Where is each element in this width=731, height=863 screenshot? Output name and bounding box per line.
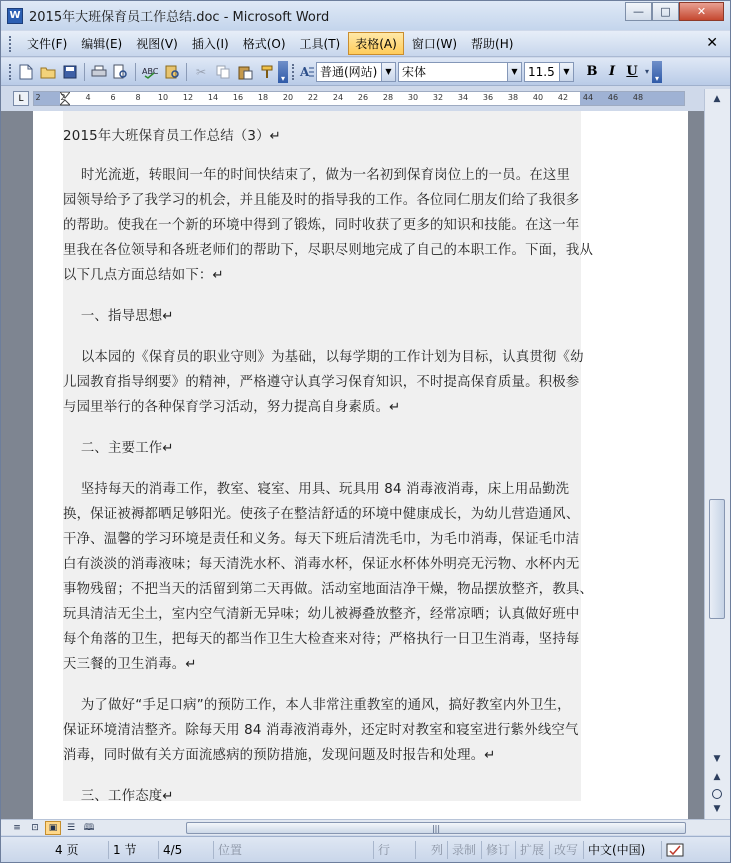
close-button[interactable]: ✕: [679, 2, 724, 21]
italic-button[interactable]: I: [608, 64, 616, 79]
toolbar-options-chevron[interactable]: ▾: [652, 61, 662, 83]
status-position: 位置: [214, 841, 374, 859]
paste-icon[interactable]: [234, 61, 256, 83]
ruler-row: [1, 89, 730, 109]
menu-insert[interactable]: 插入(I): [191, 37, 229, 51]
ruler-tick-label: 46: [607, 93, 619, 102]
font-value: 宋体: [402, 65, 427, 79]
ruler-tick-label: 10: [157, 93, 169, 102]
ruler-tick-label: 34: [457, 93, 469, 102]
status-section: 1 节: [109, 841, 159, 859]
font-size-dropdown[interactable]: [524, 62, 574, 82]
ruler-tick-label: 18: [257, 93, 269, 102]
menu-edit[interactable]: 编辑(E): [81, 37, 123, 51]
document-line: 以本园的《保育员的职业守则》为基础，以每学期的工作计划为目标，认真贯彻《幼: [63, 350, 584, 365]
ruler-tick-label: 16: [232, 93, 244, 102]
document-line: 儿园教育指导纲要》的精神，严格遵守认真学习保育知识，不时提高保育质量。积极参: [63, 375, 580, 390]
open-icon[interactable]: [37, 61, 59, 83]
toolbar: [1, 58, 730, 86]
menu-window[interactable]: 窗口(W): [411, 37, 458, 51]
ruler-tick-label: 2: [60, 93, 66, 102]
horizontal-ruler[interactable]: [33, 91, 685, 106]
ruler-tick-label: 44: [582, 93, 594, 102]
toolbar-grip[interactable]: [292, 64, 296, 80]
select-browse-object-icon[interactable]: [712, 789, 722, 799]
style-value: 普通(网站): [320, 65, 378, 79]
copy-icon[interactable]: [212, 61, 234, 83]
status-column: 列: [416, 841, 448, 859]
document-line: 天三餐的卫生消毒。↵: [63, 657, 197, 672]
ruler-tick-label: 14: [207, 93, 219, 102]
save-icon[interactable]: [59, 61, 81, 83]
underline-button[interactable]: U: [626, 64, 638, 79]
document-line: 保证环境清洁整齐。除每天用 84 消毒液消毒外，还定时对教室和寝室进行紫外线空气: [63, 723, 579, 738]
document-line: 以下几点方面总结如下：↵: [63, 268, 224, 283]
document-line: 的帮助。使我在一个新的环境中得到了锻炼，同时收获了更多的知识和技能。在这一年: [63, 218, 580, 233]
underline-options-icon[interactable]: ▾: [644, 67, 649, 76]
document-line: 园领导给予了我学习的机会，并且能及时的指导我的工作。各位同仁朋友们给了我很多: [63, 193, 580, 208]
font-size-value: 11.5: [528, 64, 555, 79]
status-page: 4 页: [1, 841, 109, 859]
document-line: 玩具清洁无尘土，室内空气清新无异味；幼儿被褥叠放整齐，经常凉晒；认真做好班中: [63, 607, 580, 622]
document-line: 时光流逝，转眼间一年的时间快结束了，做为一名初到保育岗位上的一员。在这里: [63, 168, 571, 183]
chevron-down-icon[interactable]: ▼: [507, 63, 521, 81]
spelling-status-icon[interactable]: [662, 841, 688, 859]
scroll-up-arrow[interactable]: ▲: [713, 94, 721, 104]
web-layout-view-icon[interactable]: ⊡: [31, 823, 39, 833]
document-area[interactable]: [1, 111, 704, 819]
maximize-button[interactable]: □: [652, 2, 679, 21]
ruler-tick-label: 42: [557, 93, 569, 102]
menu-tools[interactable]: 工具(T): [299, 37, 341, 51]
toolbar-separator: [186, 63, 187, 81]
horizontal-scroll-thumb[interactable]: |||: [186, 822, 686, 834]
ruler-tick-label: 24: [332, 93, 344, 102]
status-bar: [1, 836, 730, 862]
menu-file[interactable]: 文件(F): [27, 37, 68, 51]
window-title: 2015年大班保育员工作总结.doc - Microsoft Word: [29, 10, 330, 25]
ruler-tick-label: 28: [382, 93, 394, 102]
document-line: 为了做好“手足口病”的预防工作，本人非常注重教室的通风，搞好教室内外卫生，: [63, 698, 571, 713]
document-line: 白有淡淡的消毒液味；每天清洗水杯、消毒水杯，保证水杯体外明亮无污物、水杯内无: [63, 557, 580, 572]
outline-view-icon[interactable]: ☰: [66, 823, 76, 833]
status-page-of: 4/5: [159, 841, 214, 859]
toolbar-grip[interactable]: [9, 64, 13, 80]
menubar-grip[interactable]: [9, 36, 13, 52]
ruler-tick-label: 32: [432, 93, 444, 102]
print-preview-icon[interactable]: [110, 61, 132, 83]
menu-view[interactable]: 视图(V): [136, 37, 178, 51]
vertical-scrollbar[interactable]: [704, 89, 730, 819]
format-painter-icon[interactable]: [256, 61, 278, 83]
style-dropdown[interactable]: [316, 62, 396, 82]
ruler-tick-label: 26: [357, 93, 369, 102]
reading-layout-view-icon[interactable]: 🕮: [83, 823, 95, 833]
document-line: 三、工作态度↵: [63, 789, 174, 804]
ruler-tick-label: 22: [307, 93, 319, 102]
status-overtype[interactable]: 改写: [550, 841, 584, 859]
scroll-down-arrow[interactable]: ▼: [713, 754, 721, 764]
ruler-tick-label: 4: [85, 93, 91, 102]
document-line: 与园里举行的各种保育学习活动，努力提高自身素质。↵: [63, 400, 401, 415]
ruler-tick-label: 6: [110, 93, 116, 102]
vertical-scroll-thumb[interactable]: [709, 499, 725, 619]
status-extend[interactable]: 扩展: [516, 841, 550, 859]
new-doc-icon[interactable]: [15, 61, 37, 83]
chevron-down-icon[interactable]: ▼: [559, 63, 573, 81]
document-line: 坚持每天的消毒工作，教室、寝室、用具、玩具用 84 消毒液消毒，床上用品勤洗: [63, 482, 570, 497]
view-and-hscroll-bar: [1, 819, 730, 835]
status-language[interactable]: 中文(中国): [584, 841, 662, 859]
menu-bar: [1, 31, 730, 57]
ruler-tick-label: 40: [532, 93, 544, 102]
horizontal-scrollbar[interactable]: [104, 822, 704, 834]
menu-format[interactable]: 格式(O): [242, 37, 286, 51]
document-line: 干净、温馨的学习环境是责任和义务。每天下班后清洗毛巾，为毛巾消毒，保证毛巾洁: [63, 532, 580, 547]
print-layout-view-icon[interactable]: ▣: [45, 821, 61, 835]
tab-selector[interactable]: L: [13, 91, 29, 106]
ruler-tick-label: 38: [507, 93, 519, 102]
status-track-changes[interactable]: 修订: [482, 841, 516, 859]
toolbar-separator: [84, 63, 85, 81]
menu-help[interactable]: 帮助(H): [471, 37, 514, 51]
document-line: 每个角落的卫生，把每天的都当作卫生大检查来对待；严格执行一日卫生消毒，坚持每: [63, 632, 580, 647]
next-page-icon[interactable]: ▼: [713, 804, 721, 814]
font-dropdown[interactable]: [398, 62, 522, 82]
ruler-tick-label: 20: [282, 93, 294, 102]
title-bar: [1, 1, 730, 30]
ruler-tick-label: 12: [182, 93, 194, 102]
status-record[interactable]: 录制: [448, 841, 482, 859]
document-line: 一、指导思想↵: [63, 309, 174, 324]
window-controls: [625, 2, 724, 21]
svg-text:ABC: ABC: [142, 66, 158, 76]
print-icon[interactable]: [88, 61, 110, 83]
toolbar-options-chevron[interactable]: ▾: [278, 61, 288, 83]
bold-button[interactable]: B: [586, 64, 598, 79]
document-line: 换，保证被褥都晒足够阳光。使孩子在整洁舒适的环境中健康成长，为幼儿营造通风、: [63, 507, 580, 522]
minimize-button[interactable]: —: [625, 2, 652, 21]
document-line: 2015年大班保育员工作总结（3）↵: [63, 129, 282, 144]
document-line: 里我在各位领导和各班老师们的帮助下，尽职尽则地完成了自己的本职工作。下面，我从: [63, 243, 594, 258]
cut-icon[interactable]: ✂: [195, 64, 207, 79]
word-app-icon[interactable]: W: [7, 8, 23, 24]
document-line: 事物残留；不把当天的活留到第二天再做。活动室地面洁净干燥，物品摆放整齐，教具、: [63, 582, 594, 597]
research-icon[interactable]: [161, 61, 183, 83]
ruler-tick-label: 48: [632, 93, 644, 102]
spelling-icon[interactable]: [139, 61, 161, 83]
status-line: 行: [374, 841, 416, 859]
document-line: 二、主要工作↵: [63, 441, 174, 456]
previous-page-icon[interactable]: ▲: [713, 772, 721, 782]
chevron-down-icon[interactable]: ▼: [381, 63, 395, 81]
close-document-button[interactable]: ✕: [706, 35, 718, 51]
document-line: 消毒，同时做有关方面流感病的预防措施，发现问题及时报告和处理。↵: [63, 748, 496, 763]
ruler-tick-label: 30: [407, 93, 419, 102]
styles-icon[interactable]: [298, 61, 316, 83]
toolbar-separator: [135, 63, 136, 81]
ruler-tick-label: 8: [135, 93, 141, 102]
normal-view-icon[interactable]: ≡: [13, 823, 21, 833]
ruler-tick-label: 2: [35, 93, 41, 102]
svg-text:A: A: [300, 64, 310, 79]
ruler-tick-label: 36: [482, 93, 494, 102]
menu-table[interactable]: 表格(A): [348, 32, 404, 55]
